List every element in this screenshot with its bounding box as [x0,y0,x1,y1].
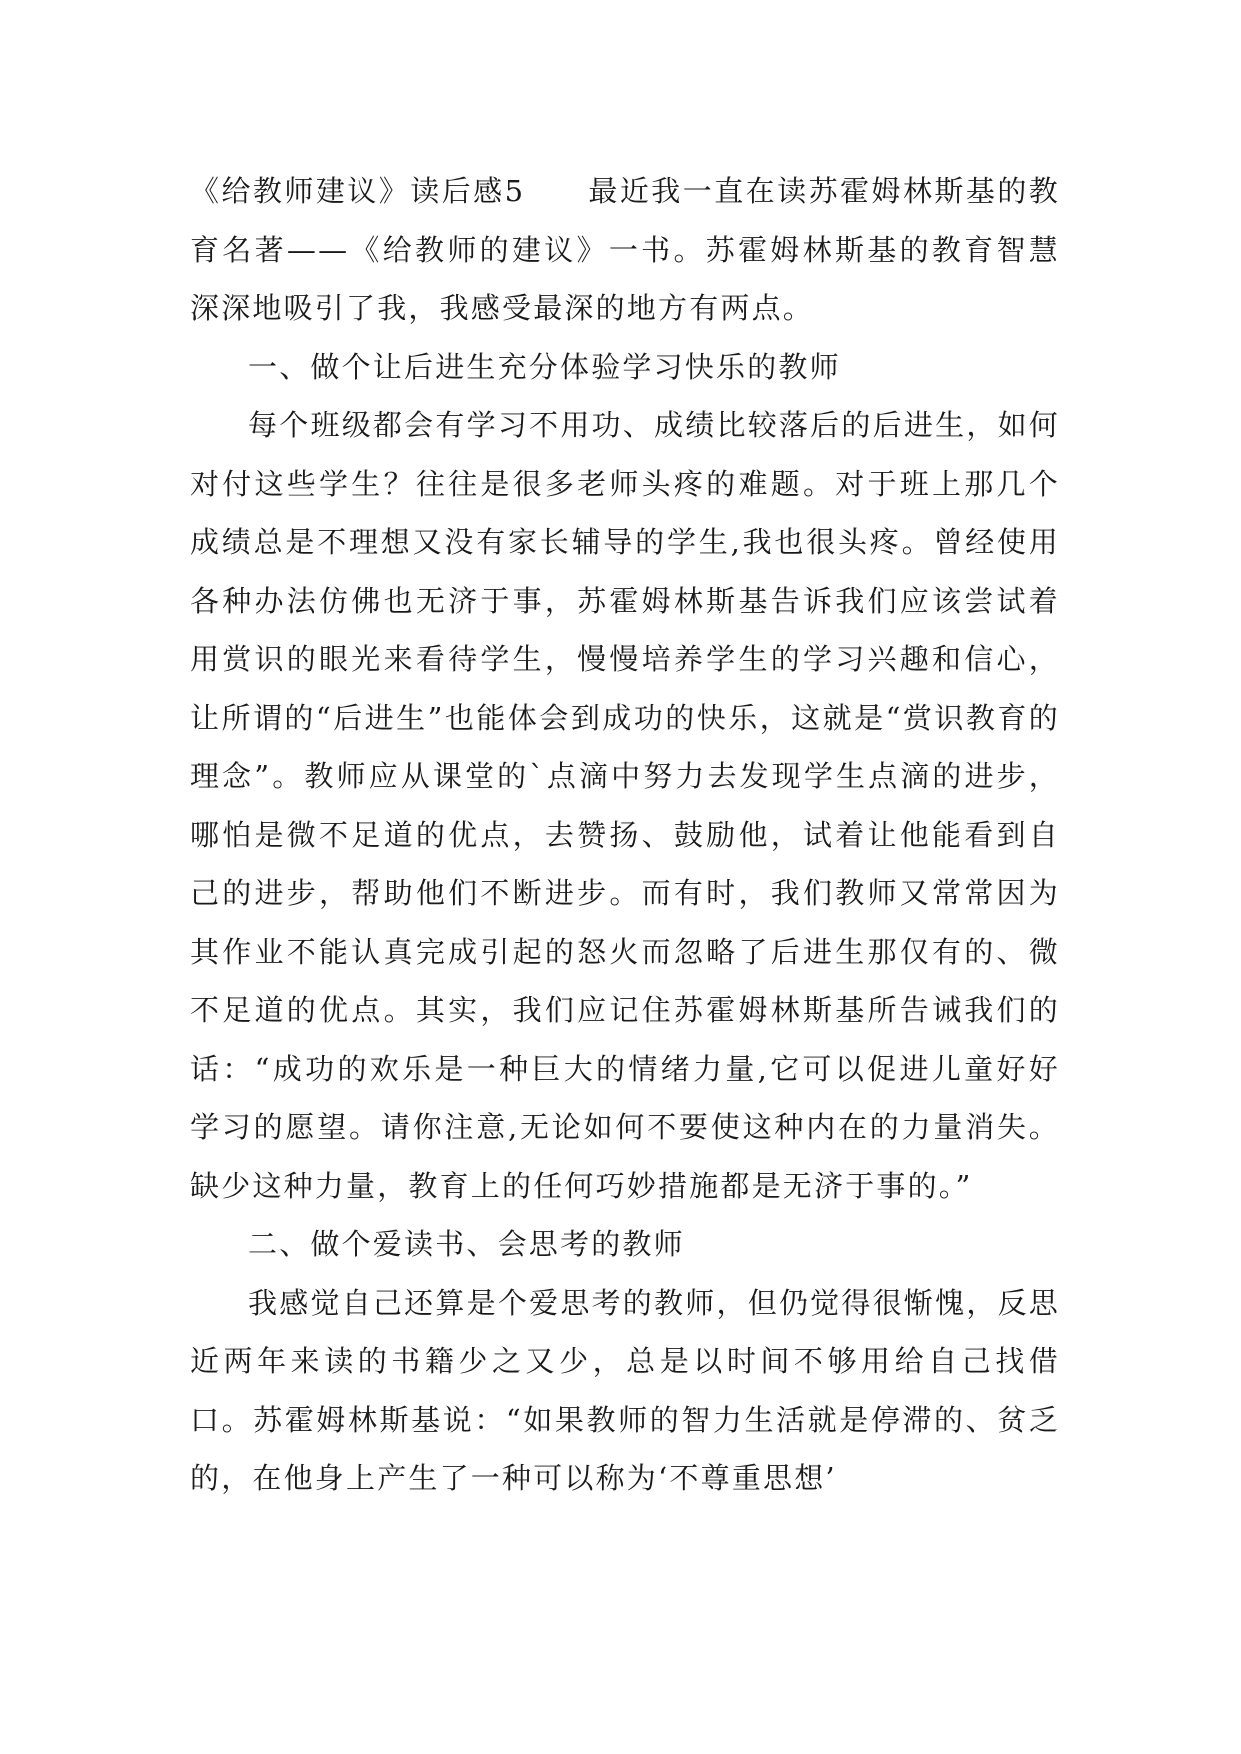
intro-paragraph: 《给教师建议》读后感5 最近我一直在读苏霍姆林斯基的教育名著——《给教师的建议》一书。苏霍姆林斯基的教育智慧深深地吸引了我，我感受最深的地方有两点。 [190,174,1060,325]
section-heading-2: 二、做个爱读书、会思考的教师 [248,1227,685,1261]
section-2-paragraph: 我感觉自己还算是个爱思考的教师，但仍觉得很惭愧，反思近两年来读的书籍少之又少，总是以时间不够用给自己找借口。苏霍姆林斯基说：“如果教师的智力生活就是停滞的、贫乏的，在他身上产生了一种可以称为‘不尊重思想’ [190,1285,1060,1495]
section-heading-1: 一、做个让后进生充分体验学习快乐的教师 [248,349,841,384]
article-body [190,162,1060,1508]
section-1-paragraph: 每个班级都会有学习不用功、成绩比较落后的后进生，如何对付这些学生？往往是很多老师头疼的难题。对于班上那几个成绩总是不理想又没有家长辅导的学生,我也很头疼。曾经使用各种办法仿佛也无济于事，苏霍姆林斯基告诉我们应该尝试着用赏识的眼光来看待学生，慢慢培养学生的学习兴趣和信心，让所谓的“后进生”也能体会到成功的快乐，这就是“赏识教育的理念”。教师应从课堂的`点滴中努力去发现学生点滴的进步，哪怕是微不足道的优点，去赞扬、鼓励他，试着让他能看到自己的进步，帮助他们不断进步。而有时，我们教师又常常因为其作业不能认真完成引起的怒火而忽略了后进生那仅有的、微不足道的优点。其实，我们应记住苏霍姆林斯基所告诫我们的话：“成功的欢乐是一种巨大的情绪力量,它可以促进儿童好好学习的愿望。请你注意,无论如何不要使这种内在的力量消失。缺少这种力量，教育上的任何巧妙措施都是无济于事的。” [190,408,1060,1203]
